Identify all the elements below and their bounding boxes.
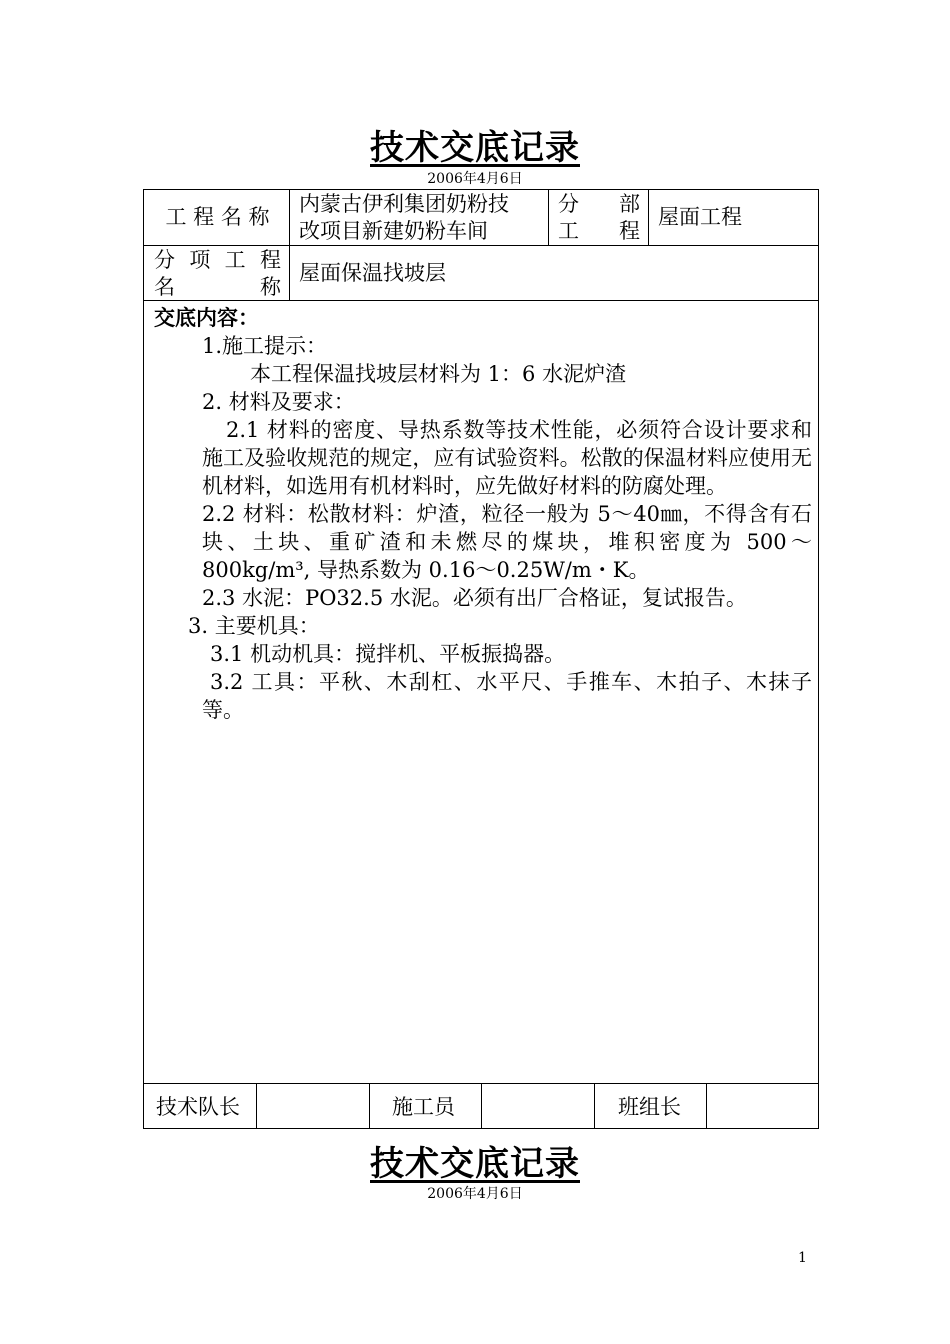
- sign-worker-label: 施工员: [392, 1095, 455, 1119]
- content-line: 本工程保温找坡层材料为 1：6 水泥炉渣: [250, 362, 627, 386]
- sub-project-label-line: 分 部: [558, 192, 640, 216]
- content-paragraph: 2.2 材料：松散材料：炉渣，粒径一般为 5～40㎜，不得含有石块、土块、重矿渣和未燃尽的煤块，堆积密度为 500～800kg/m³, 导热系数为 0.16～0.25W/m・K。: [202, 502, 812, 582]
- page-number: 1: [798, 1250, 807, 1266]
- content-line: 2. 材料及要求：: [202, 390, 355, 414]
- content-paragraph: 2.1 材料的密度、导热系数等技术性能，必须符合设计要求和施工及验收规范的规定，应有试验资料。松散的保温材料应使用无机材料，如选用有机材料时，应先做好材料的防腐处理。: [202, 418, 812, 498]
- document-date: 2006年4月6日: [427, 171, 523, 187]
- col-divider: [289, 190, 290, 300]
- project-name-value-line: 改项目新建奶粉车间: [299, 219, 488, 243]
- content-heading: 交底内容：: [154, 305, 259, 330]
- col-divider: [481, 1083, 482, 1129]
- row-divider: [144, 245, 818, 246]
- disclosure-form: [143, 189, 819, 1129]
- content-line: 1.施工提示：: [202, 334, 328, 358]
- content-line: 2.3 水泥：PO32.5 水泥。必须有出厂合格证，复试报告。: [202, 586, 747, 610]
- content-paragraph: 3.2 工具：平秋、木刮杠、水平尺、手推车、木拍子、木抹子等。: [202, 670, 812, 722]
- project-name-label: 工 程 名 称: [165, 205, 270, 229]
- sub-project-value: 屋面工程: [658, 205, 742, 229]
- document-date: 2006年4月6日: [427, 1186, 523, 1202]
- sub-project-label-line: 工 程: [558, 219, 640, 243]
- item-name-label-line: 分 项 工 程: [154, 248, 281, 272]
- sign-tech-lead-label: 技术队长: [156, 1095, 240, 1119]
- document-title: 技术交底记录: [370, 1144, 580, 1184]
- sign-team-leader-label: 班组长: [618, 1095, 681, 1119]
- col-divider: [648, 190, 649, 245]
- disclosure-content: [152, 304, 812, 724]
- content-line: 3.1 机动机具：搅拌机、平板振捣器。: [210, 642, 566, 666]
- item-name-value: 屋面保温找坡层: [299, 261, 446, 285]
- project-name-value-line: 内蒙古伊利集团奶粉技: [299, 192, 509, 216]
- col-divider: [369, 1083, 370, 1129]
- document-title: 技术交底记录: [370, 128, 580, 168]
- col-divider: [706, 1083, 707, 1129]
- col-divider: [594, 1083, 595, 1129]
- sub-project-label: [558, 191, 640, 245]
- col-divider: [548, 190, 549, 245]
- project-name-value: [299, 191, 544, 245]
- col-divider: [256, 1083, 257, 1129]
- content-line: 3. 主要机具：: [188, 614, 320, 638]
- item-name-label-line: 名 称: [154, 275, 281, 299]
- item-name-label: [154, 247, 281, 301]
